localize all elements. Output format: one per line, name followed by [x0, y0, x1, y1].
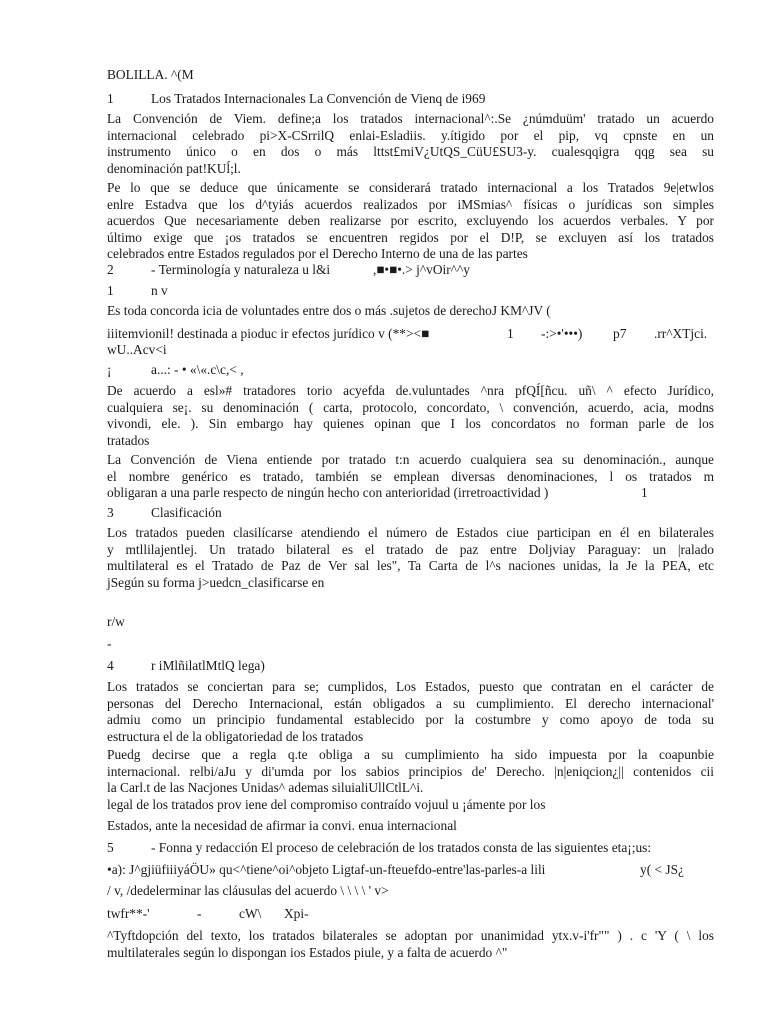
- text-line: La Convención de Viena entiende por tratado t:n acuerdo cualquiera sea su denominación., aunque: [107, 452, 714, 467]
- section-2-heading: [107, 262, 330, 279]
- section-number: 3: [107, 505, 114, 520]
- text-line: estructura el de la obligatoriedad de los tratados: [107, 728, 364, 744]
- paragraph-4-fragment: p7: [613, 326, 627, 341]
- section-number: 1: [107, 91, 114, 106]
- section-title: r iMlñilatlMtlQ lega): [151, 658, 265, 673]
- paragraph-6-tail: 1: [641, 485, 648, 500]
- item-number: ¡: [107, 362, 112, 377]
- fragment: r/w: [107, 614, 125, 629]
- fragment: -: [107, 636, 112, 651]
- text-line: instrumento único o en dos o más lttst£miV¿UtQS_CüU£SU3-y. cualesqqigra qqg sea su: [107, 144, 714, 160]
- paragraph-14-fragment: -: [197, 906, 202, 921]
- paragraph-4-fragment: -:>•'•••): [541, 326, 583, 341]
- section-title: - Fonna y redacción El proceso de celebración de los tratados consta de las siguientes eta¡;us:: [151, 840, 652, 855]
- paragraph-9: [107, 747, 714, 797]
- text-line: ^Tyftdopción del texto, los tratados bilaterales se adoptan por unanimidad ytx.v-i'fr"" ) . c 'Y ( \ los: [107, 928, 714, 943]
- text-line: admiu como un principio fundamental establecido por la costumbre y como apoyo de toda su: [107, 712, 714, 728]
- paragraph-14-fragment: cW\: [239, 906, 262, 921]
- item-text: n v: [151, 283, 168, 298]
- text-line: enlre Estadva que los d^tyiás acuerdos realizados por iMSmias^ físicas o jurídicas son simples: [107, 196, 714, 212]
- text-line: Los tratados pueden clasilícarse atendiendo el número de Estados ciue participan en él en bilaterales: [107, 525, 714, 540]
- section-number: 2: [107, 262, 114, 277]
- section-title: - Terminología y naturaleza u l&i: [151, 262, 331, 277]
- item-number: 1: [107, 283, 114, 298]
- text-line: y mtllilajentlej. Un tratado bilateral es el tratado de paz entre Doljviay Paraguay: un |ralado: [107, 541, 714, 557]
- paragraph-5: [107, 383, 714, 449]
- text-line: tratados: [107, 432, 150, 448]
- text-line: cualquiera se¡. su denominación ( carta, protocolo, concordato, \ convención, acuerdo, acia, modns: [107, 399, 714, 415]
- paragraph-6: [107, 452, 714, 502]
- text-line: Puedg decirse que a regla q.te obliga a su cumplimiento ha sido impuesta por la coapunbie: [107, 747, 714, 762]
- header: BOLILLA. ^(M: [107, 67, 194, 82]
- text-line: último exige que ¡os tratados se encuentren regidos por el D!P, se excluyen así los tratados: [107, 229, 714, 245]
- item-text: a...: - • «\«.c\c,< ,: [151, 362, 244, 377]
- text-line: obligaran a una parle respecto de ningún hecho con anterioridad (irretroactividad ): [107, 485, 549, 501]
- text-line: la Carl.t de las Nacjones Unidas^ ademas siluialiUllCtlL^i.: [107, 780, 424, 796]
- text-line: denominación pat!KUĺ;l.: [107, 160, 241, 176]
- text-line: acuerdos Que necesariamente deben realizarse por escrito, excluyendo los acuerdos verbales. Y por: [107, 213, 714, 229]
- text-line: personas del Derecho Internacional, están obligados a su cumplimiento. El derecho internacional': [107, 695, 714, 711]
- paragraph-14-fragment: Xpi-: [284, 906, 309, 921]
- text-line: celebrados entre Estados regulados por el Derecho Interno de una de las partes: [107, 246, 528, 262]
- section-1-heading: [107, 91, 485, 108]
- paragraph-3: Es toda concorda icia de voluntades entre dos o más .sujetos de derechoJ KM^JV (: [107, 303, 551, 318]
- text-line: internacional. relbi/aJu y di'umda por los sabios principios de' Derecho. |n|eniqcion¿|| contenidos cii: [107, 763, 714, 779]
- paragraph-7: [107, 525, 714, 591]
- section-4-heading: [107, 658, 265, 675]
- section-5-heading: [107, 840, 651, 857]
- paragraph-13: / v, /dedelerminar las cláusulas del acuerdo \ \ \ \ ' v>: [107, 883, 389, 898]
- text-line: jSegún su forma j>uedcn_clasificarse en: [107, 574, 325, 590]
- section-number: 5: [107, 840, 114, 855]
- text-line: multilaterales según lo dispongan ios Estados piule, y a falta de acuerdo ^": [107, 944, 508, 960]
- paragraph-12-fragment: y( < JS¿: [640, 862, 685, 877]
- paragraph-11: Estados, ante la necesidad de afirmar ia convi. enua internacional: [107, 818, 457, 833]
- text-line: Pe lo que se deduce que únicamente se considerará tratado internacional a los Tratados 9e|etwlos: [107, 180, 714, 195]
- paragraph-4-fragment: 1: [507, 326, 514, 341]
- text-line: De acuerdo a esl»# tratadores torio acyefda de.vuluntades ^nra pfQÍ[ñcu. uñ\ ^ efecto Jurídico,: [107, 383, 714, 398]
- text-line: Los tratados se conciertan para se; cumplidos, Los Estados, puesto que contratan en el carácter de: [107, 679, 714, 694]
- section-2-noise: ,■•■•.> j^vOir^^y: [373, 262, 470, 277]
- section-number: 4: [107, 658, 114, 673]
- text-line: multilateral es el Tratado de Paz de Ver sal les", Ta Carta de l^s naciones unidas, la Je la PEA, etc: [107, 558, 714, 574]
- paragraph-15: [107, 928, 714, 961]
- section-2-sub: [107, 283, 168, 300]
- paragraph-4-fragment: .rr^XTjci.: [654, 326, 708, 341]
- section-title: Los Tratados Internacionales La Convención de Vienq de i969: [151, 91, 486, 106]
- paragraph-4-continuation: wU..Acv<i: [107, 342, 167, 357]
- section-title: Clasificación: [151, 505, 222, 520]
- text-line: La Convención de Viem. define;a los tratados internacional^:.Se ¿númduüm' tratado un acuerdo: [107, 111, 714, 126]
- paragraph-10: legal de los tratados prov iene del compromiso contraído vojuul u ¡ámente por los: [107, 797, 546, 812]
- section-3-heading: [107, 505, 222, 522]
- paragraph-1: [107, 111, 714, 177]
- text-line: vivondi, ele. ). Sin embargo hay quienes opinan que I los concordatos no forman parle de los: [107, 416, 714, 432]
- paragraph-4-item: [107, 362, 244, 379]
- paragraph-12: •a): J^gjiüfiiiyáÖU» qu<^tiene^oi^objeto Ligtaf-un-fteuefdo-entre'las-parles-a lili: [107, 862, 546, 877]
- text-line: internacional celebrado pi>X-CSrrilQ enlai-Esladiis. y.ítigido por el pip, vq cpnste en un: [107, 127, 714, 143]
- text-line: el nombre genérico es tratado, también se emplean diversas denominaciones, l os tratados m: [107, 468, 714, 484]
- paragraph-4-line: iiitemvionil! destinada a pioduc ir efectos jurídico v (**><■: [107, 326, 430, 341]
- paragraph-2: [107, 180, 714, 263]
- paragraph-8: [107, 679, 714, 745]
- paragraph-14: twfr**-': [107, 906, 150, 921]
